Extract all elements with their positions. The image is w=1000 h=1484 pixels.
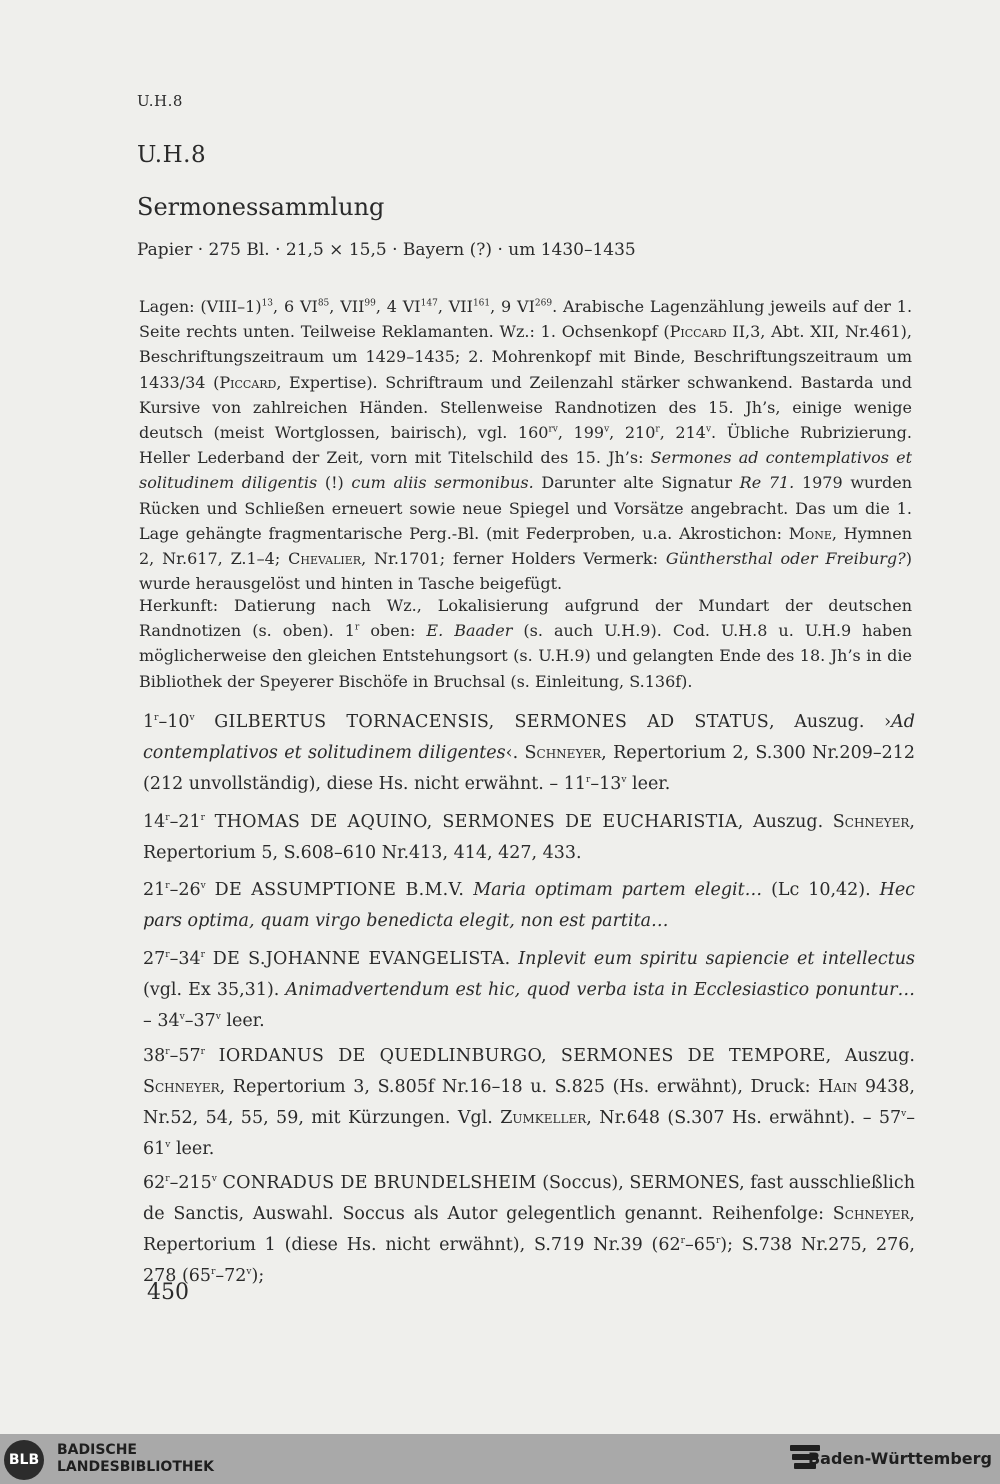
entry-title: GILBERTUS TORNACENSIS, SERMONES AD STATUS — [214, 712, 770, 732]
blb-logo[interactable]: BLB — [4, 1440, 44, 1480]
page-title: Sermonessammlung — [137, 193, 385, 221]
entry-folio: 21$^r$–26$^v$ — [143, 880, 206, 900]
description-paragraph: Lagen: (VIII–1)$^{13}$, 6 VI$^{85}$, VII$^{99}$, 4 VI$^{147}$, VII$^{161}$, 9 VI$^{269}$. Arabische Lagenzählung jeweils auf der 1. Seite rechts unten. Teilweise Reklamanten. Wz.: 1. Ochsenkopf (Piccard II,3, Abt. XII, Nr.461), Beschriftungszeitraum um 1429–1435; 2. Mohrenkopf mit Binde, Beschriftungszeitraum um 1433/34 (Piccard, Expertise). Schriftraum und Zeilenzahl stärker schwankend. Bastarda und Kursive von zahlreichen Händen. Stellenweise Randnotizen des 15. Jh’s, einige wenige deutsch (meist Wortglossen, bairisch), vgl. $160^{rv}$, 199$^v$, 210$^r$, 214$^v$. Übliche Rubrizierung. Heller Lederband der Zeit, vorn mit Titelschild des 15. Jh’s: Sermones ad contemplativos et solitudinem diligentis (!) cum aliis sermonibus. Darunter alte Signatur Re 71. 1979 wurden Rücken und Schließen erneuert sowie neue Spiegel und Vorsätze angebracht. Das um die 1. Lage gehängte fragmentarische Perg.-Bl. (mit Federproben, u.a. Akrostichon: Mone, Hymnen 2, Nr.617, Z.1–4; Chevalier, Nr.1701; ferner Holders Vermerk: Günthersthal oder Freiburg?) wurde herausgelöst und hinten in Tasche beigefügt. — [139, 297, 913, 594]
entry-2: 14$^r$–21$^r$ THOMAS DE AQUINO, SERMONES DE EUCHARISTIA, Auszug. Schneyer, Repertorium 5, S.608–610 Nr.413, 414, 427, 433. — [143, 812, 915, 863]
library-name-line1: BADISCHE — [57, 1442, 137, 1458]
entry-folio: 38$^r$–57$^r$ — [143, 1046, 205, 1066]
page-number: 450 — [147, 1280, 189, 1305]
entry-folio: 62$^r$–215$^v$ — [143, 1173, 217, 1193]
entry-folio: 14$^r$–21$^r$ — [143, 812, 205, 832]
manuscript-meta: Papier · 275 Bl. · 21,5 × 15,5 · Bayern (?) · um 1430–1435 — [137, 240, 636, 260]
entry-4: 27$^r$–34$^r$ DE S.JOHANNE EVANGELISTA. Inplevit eum spiritu sapiencie et intellectus (vgl. Ex 35,31). Animadvertendum est hic, quod verba ista in Ecclesiastico ponuntur… – 34$^v$–37$^v$ leer. — [143, 949, 915, 1031]
library-name-line2: LANDESBIBLIOTHEK — [57, 1459, 215, 1475]
entry-title: IORDANUS DE QUEDLINBURGO, SERMONES DE TEMPORE — [218, 1046, 826, 1066]
entry-folio: 27$^r$–34$^r$ — [143, 949, 205, 969]
entry-1: 1$^r$–10$^v$ GILBERTUS TORNACENSIS, SERMONES AD STATUS, Auszug. ›Ad contemplativos et solitudinem diligentes‹. Schneyer, Repertorium 2, S.300 Nr.209–212 (212 unvollständig), diese Hs. nicht erwähnt. – 11$^r$–13$^v$ leer. — [143, 712, 915, 794]
state-logo[interactable] — [807, 1447, 992, 1473]
entry-folio: 1$^r$–10$^v$ — [143, 712, 195, 732]
footer-bar — [0, 1434, 1000, 1484]
provenance-label: Herkunft: — [139, 596, 219, 615]
entry-title: DE ASSUMPTIONE B.M.V. — [214, 880, 465, 900]
state-name: Baden-Württemberg — [807, 1449, 992, 1468]
entry-title: CONRADUS DE BRUNDELSHEIM — [222, 1173, 537, 1193]
shelfmark-heading: U.H.8 — [137, 142, 207, 168]
entry-5: 38$^r$–57$^r$ IORDANUS DE QUEDLINBURGO, SERMONES DE TEMPORE, Auszug. Schneyer, Repertorium 3, S.805f Nr.16–18 u. S.825 (Hs. erwähnt), Druck: Hain 9438, Nr.52, 54, 55, 59, mit Kürzungen. Vgl. Zumkeller, Nr.648 (S.307 Hs. erwähnt). – 57$^v$–61$^v$ leer. — [143, 1046, 915, 1159]
provenance-paragraph: Herkunft: Datierung nach Wz., Lokalisierung aufgrund der Mundart der deutschen Randnotizen (s. oben). 1$^r$ oben: E. Baader (s. auch U.H.9). Cod. U.H.8 u. U.H.9 haben möglicherweise den gleichen Entstehungsort (s. U.H.9) und gelangten Ende des 18. Jh’s in die Bibliothek der Speyerer Bischöfe in Bruchsal (s. Einleitung, S.136f). — [139, 596, 913, 691]
running-head: U.H.8 — [137, 92, 183, 110]
entry-6: 62$^r$–215$^v$ CONRADUS DE BRUNDELSHEIM (Soccus), SERMONES, fast ausschließlich de Sanctis, Auswahl. Soccus als Autor gelegentlich genannt. Reihenfolge: Schneyer, Repertorium 1 (diese Hs. nicht erwähnt), S.719 Nr.39 (62$^r$–65$^r$); S.738 Nr.275, 276, 278 (65$^r$–72$^v$); — [143, 1173, 915, 1286]
entry-title: DE S.JOHANNE EVANGELISTA. — [212, 949, 511, 969]
entry-title: THOMAS DE AQUINO, SERMONES DE EUCHARISTIA — [214, 812, 738, 832]
entry-3: 21$^r$–26$^v$ DE ASSUMPTIONE B.M.V. Maria optimam partem elegit… (Lc 10,42). Hec pars optima, quam virgo benedicta elegit, non est partita… — [143, 880, 915, 931]
library-name[interactable] — [57, 1442, 214, 1476]
